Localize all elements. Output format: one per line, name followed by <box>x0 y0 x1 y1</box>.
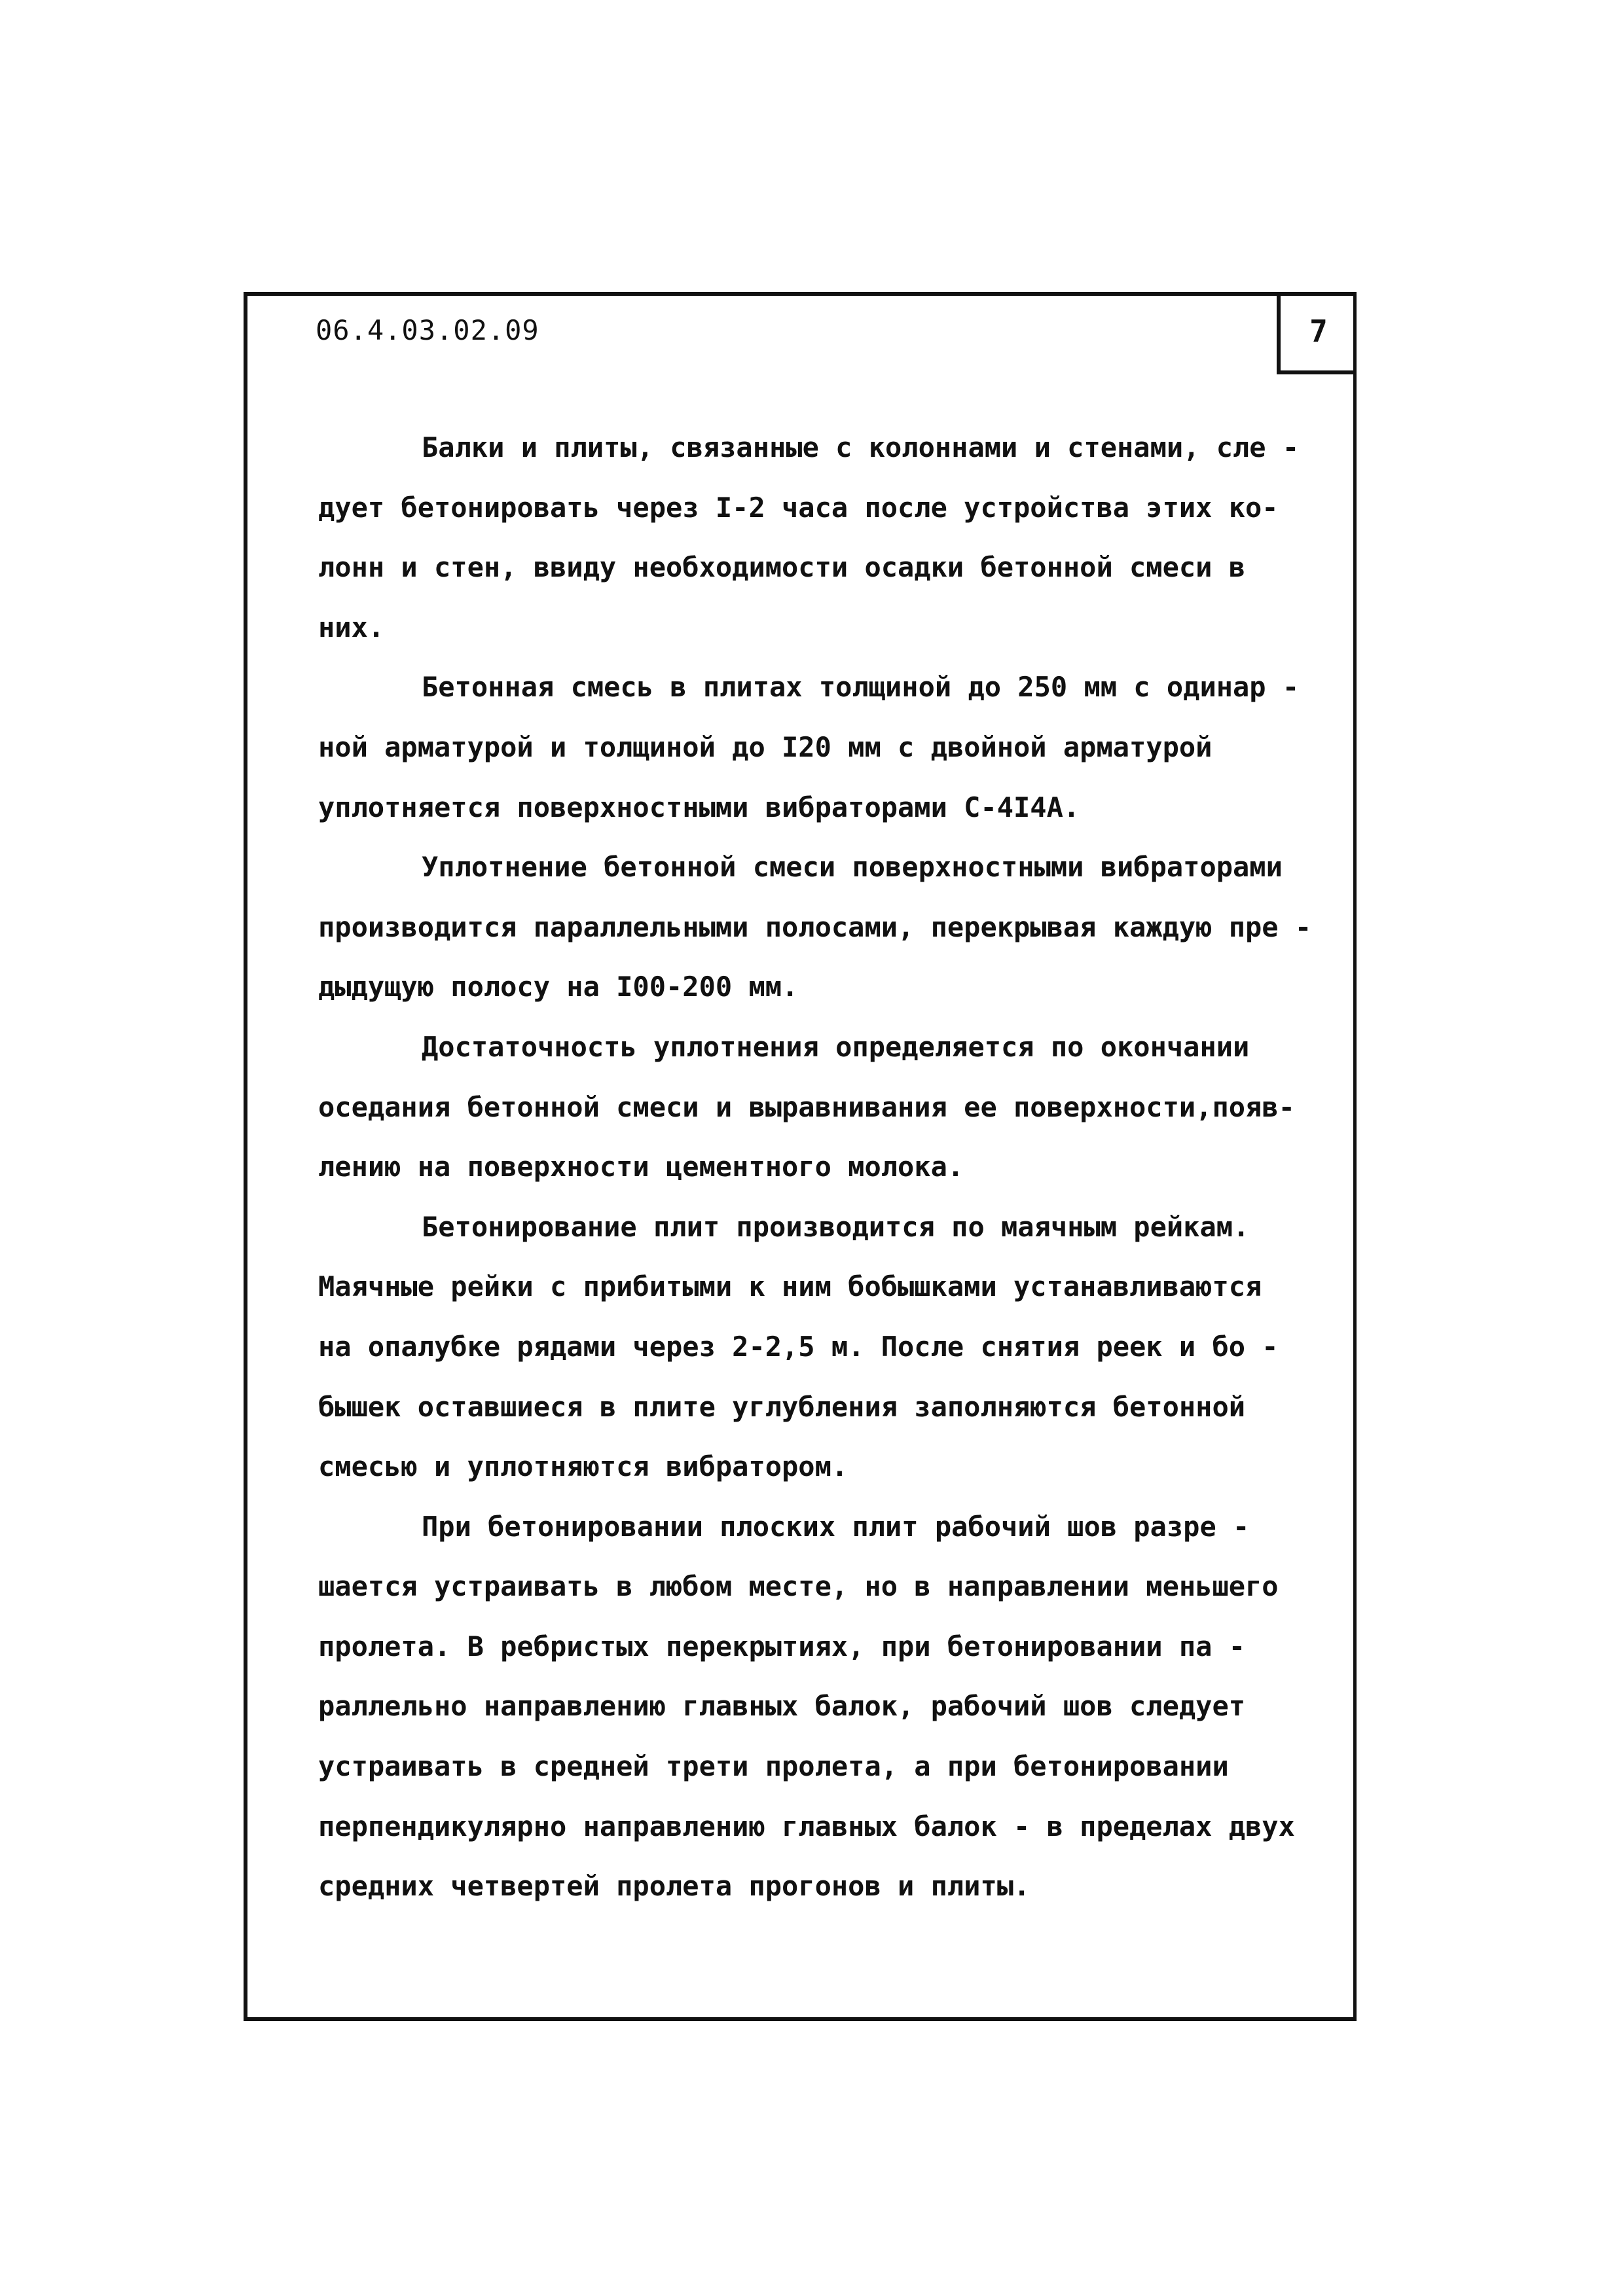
page-number: 7 <box>1309 314 1328 349</box>
text-line: бышек оставшиеся в плите углубления заполняются бетонной <box>318 1390 1246 1423</box>
document-code: 06.4.03.02.09 <box>316 314 539 346</box>
text-line: устраивать в средней трети пролета, а при бетонировании <box>318 1750 1229 1783</box>
page-number-box <box>1277 292 1357 374</box>
text-line: При бетонировании плоских плит рабочий шов разре - <box>422 1510 1250 1543</box>
text-line: лонн и стен, ввиду необходимости осадки бетонной смеси в <box>318 551 1246 584</box>
text-line: Уплотнение бетонной смеси поверхностными вибраторами <box>422 851 1283 884</box>
text-line: оседания бетонной смеси и выравнивания ее поверхности,появ- <box>318 1090 1295 1123</box>
text-line: лению на поверхности цементного молока. <box>318 1151 964 1183</box>
text-line: Маячные рейки с прибитыми к ним бобышками устанавливаются <box>318 1270 1262 1303</box>
document-body <box>318 418 1340 1916</box>
text-line: пролета. В ребристых перекрытиях, при бетонировании па - <box>318 1630 1246 1662</box>
text-line: Достаточность уплотнения определяется по окончании <box>422 1030 1250 1063</box>
text-line: уплотняется поверхностными вибраторами С-4I4А. <box>318 791 1080 823</box>
text-line: смесью и уплотняются вибратором. <box>318 1450 848 1483</box>
text-line: Бетонирование плит производится по маячным рейкам. <box>422 1210 1250 1243</box>
text-line: ной арматурой и толщиной до I20 мм с двойной арматурой <box>318 730 1213 763</box>
text-line: Бетонная смесь в плитах толщиной до 250 мм с одинар - <box>422 671 1300 704</box>
text-line: шается устраивать в любом месте, но в направлении меньшего <box>318 1570 1279 1603</box>
text-line: раллельно направлению главных балок, рабочий шов следует <box>318 1690 1246 1723</box>
text-line: дыдущую полосу на I00-200 мм. <box>318 971 799 1003</box>
text-line: перпендикулярно направлению главных балок - в пределах двух <box>318 1810 1295 1842</box>
text-line: дует бетонировать через I-2 часа после устройства этих ко- <box>318 491 1279 524</box>
text-line: них. <box>318 611 385 643</box>
text-line: Балки и плиты, связанные с колоннами и стенами, сле - <box>422 431 1300 463</box>
text-line: производится параллельными полосами, перекрывая каждую пре - <box>318 910 1312 943</box>
text-line: на опалубке рядами через 2-2,5 м. После снятия реек и бо - <box>318 1330 1279 1363</box>
text-line: средних четвертей пролета прогонов и плиты. <box>318 1870 1030 1903</box>
